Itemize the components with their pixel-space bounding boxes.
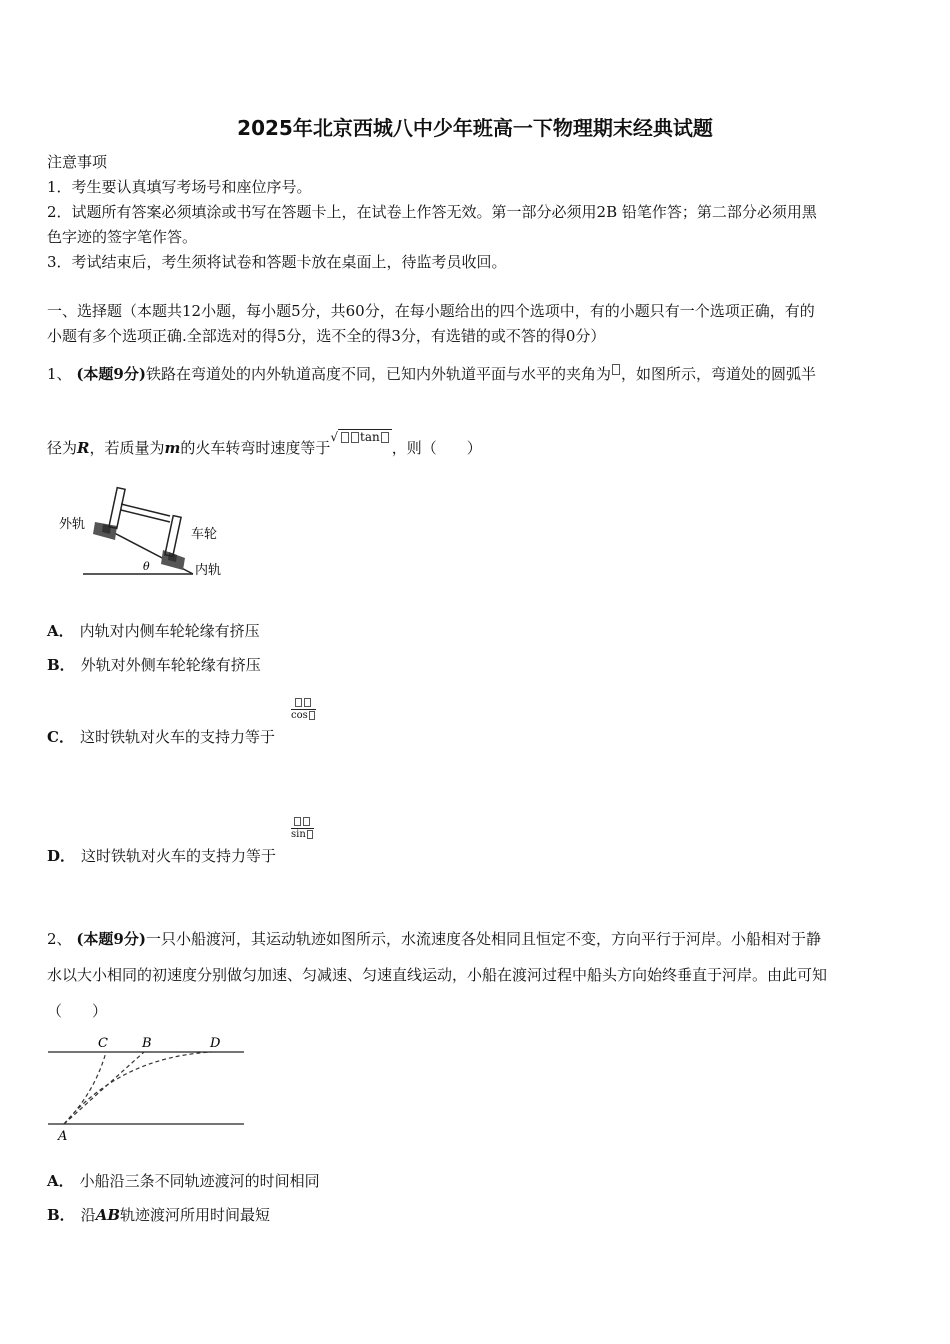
option-letter: D． (47, 847, 76, 865)
option-text: 小船沿三条不同轨迹渡河的时间相同 (79, 1172, 320, 1190)
q2-number: 2、 (47, 930, 72, 948)
q1-number: 1、 (47, 365, 72, 383)
q2-line3: （ ） (47, 1002, 108, 1020)
q1-text-c1: 径为 (47, 439, 78, 457)
q2-points: (本题9分) (76, 930, 146, 948)
option-letter: B． (47, 1206, 75, 1224)
page-title: 2025年北京西城八中少年班高一下物理期末经典试题 (237, 116, 713, 140)
path-AD (64, 1052, 212, 1124)
option-letter: A． (47, 622, 74, 640)
option-letter: B． (47, 656, 75, 674)
option-text-post: 轨迹渡河所用时间最短 (120, 1206, 271, 1224)
theta-placeholder (612, 364, 620, 375)
label-A: A (58, 1129, 68, 1144)
q1-points: (本题9分) (76, 365, 146, 383)
q2-option-a (47, 1171, 320, 1191)
option-text: 内轨对内侧车轮轮缘有挤压 (79, 622, 260, 640)
q1-option-d (47, 846, 276, 866)
label-theta: θ (143, 560, 150, 573)
q1-line2 (47, 430, 482, 459)
option-letter: A． (47, 1172, 74, 1190)
fraction-sin (291, 816, 314, 841)
q1-text-a: 铁路在弯道处的内外轨道高度不同，已知内外轨道平面与水平的夹角为 (145, 365, 611, 383)
var-m: m (164, 439, 181, 457)
q2-line2: 水以大小相同的初速度分别做匀加速、匀减速、匀速直线运动，小船在渡河过程中船头方向始终垂直于河岸。由此可知 (47, 966, 828, 984)
label-B: B (142, 1036, 152, 1051)
q1-text-c4: ，则（ ） (391, 439, 482, 457)
section-header-line1: 一、选择题（本题共12小题，每小题5分，共60分，在每小题给出的四个选项中，有的小题只有一个选项正确，有的 (47, 302, 815, 320)
fraction-cos (291, 697, 316, 722)
q1-option-c (47, 727, 275, 747)
q1-text-b: ，如图所示，弯道处的圆弧半 (620, 365, 816, 383)
path-AC (64, 1052, 106, 1124)
q1-option-a (47, 621, 260, 641)
sqrt-expression: √ tan (330, 430, 391, 444)
notice-item-2: 2．试题所有答案必须填涂或书写在答题卡上，在试卷上作答无效。第一部分必须用2B 铅笔作答；第二部分必须用黑 (47, 203, 817, 221)
label-C: C (98, 1036, 108, 1051)
section-header-line2: 小题有多个选项正确.全部选对的得5分，选不全的得3分，有选错的或不答的得0分） (47, 327, 606, 345)
sqrt-content: tan (360, 430, 380, 444)
q1-line1 (47, 364, 816, 384)
q2-option-b (47, 1205, 270, 1225)
path-AB (64, 1052, 144, 1124)
q1-option-b (47, 655, 261, 675)
outer-rail (93, 522, 117, 540)
notice-item-2-cont: 色字迹的签字笔作答。 (47, 228, 198, 246)
var-AB: AB (95, 1206, 121, 1224)
q2-text-1: 一只小船渡河，其运动轨迹如图所示，水流速度各处相同且恒定不变，方向平行于河岸。小船相对于静 (145, 930, 821, 948)
label-inner-rail: 内轨 (195, 563, 222, 578)
q2-line1 (47, 929, 821, 949)
notice-heading: 注意事项 (47, 153, 108, 171)
fraction-den: sin (291, 829, 306, 840)
option-text: 这时铁轨对火车的支持力等于 (79, 728, 275, 746)
notice-item-3: 3．考试结束后，考生须将试卷和答题卡放在桌面上，待监考员收回。 (47, 253, 507, 271)
fraction-den: cos (291, 710, 308, 721)
label-outer-rail: 外轨 (59, 517, 86, 532)
label-wheel: 车轮 (191, 527, 218, 542)
var-R: R (77, 439, 90, 457)
label-D: D (210, 1036, 221, 1051)
notice-item-1: 1．考生要认真填写考场号和座位序号。 (47, 178, 312, 196)
option-text-pre: 沿 (80, 1206, 96, 1224)
q1-text-c3: 的火车转弯时速度等于 (180, 439, 331, 457)
river-figure (40, 1032, 250, 1147)
wheel-axle (109, 488, 181, 557)
q1-text-c2: ，若质量为 (89, 439, 165, 457)
option-text: 外轨对外侧车轮轮缘有挤压 (80, 656, 261, 674)
option-letter: C． (47, 728, 74, 746)
option-text: 这时铁轨对火车的支持力等于 (81, 847, 277, 865)
rail-figure (55, 482, 235, 582)
